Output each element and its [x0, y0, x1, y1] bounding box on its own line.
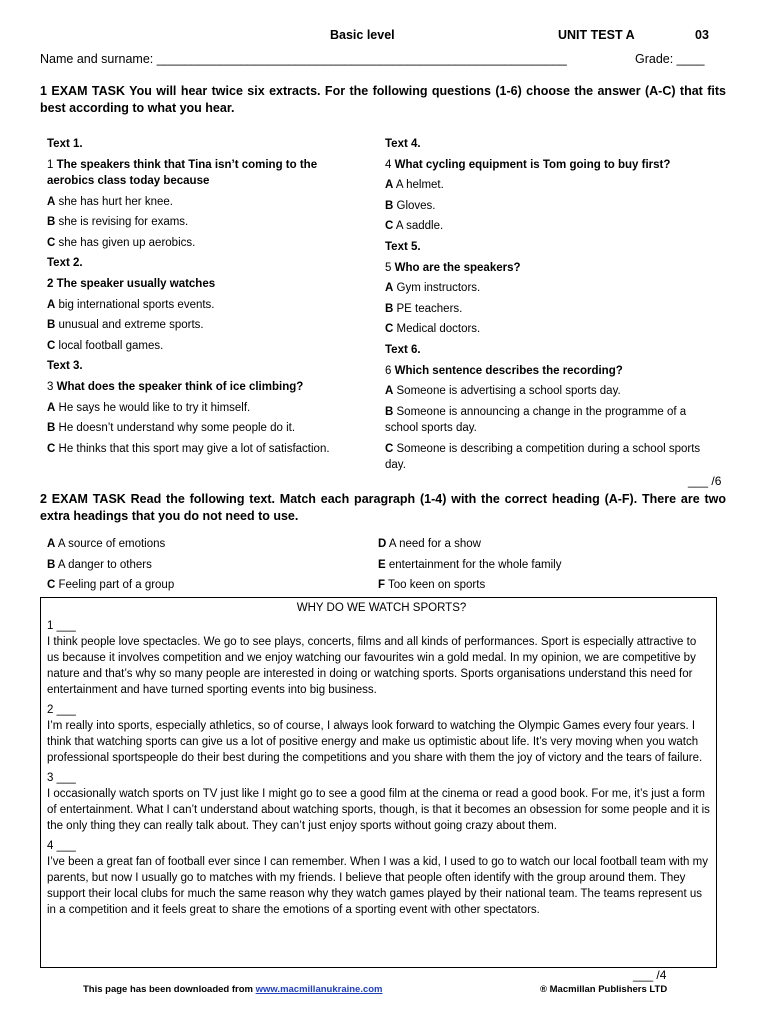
unit-label: UNIT TEST A [558, 28, 635, 42]
reading-text-box [40, 597, 717, 968]
answer-option[interactable]: B Someone is announcing a change in the programme of a school sports day. [385, 405, 687, 434]
heading-option-b: B A danger to others [47, 558, 152, 571]
footer-copyright: ® Macmillan Publishers LTD [540, 984, 668, 995]
page-number: 03 [695, 28, 709, 42]
task1-instruction: 1 EXAM TASK You will hear twice six extracts. For the following questions (1-6) choose the answer (A-C) that fits best according to what you hear. [40, 84, 726, 115]
question-3: 3 What does the speaker think of ice climbing? [47, 380, 304, 393]
heading-option-d: D A need for a show [378, 538, 481, 550]
answer-option[interactable]: C she has given up aerobics. [47, 236, 196, 249]
heading-option-e: E entertainment for the whole family [378, 558, 562, 571]
task1-score[interactable]: ___ /6 [688, 474, 722, 488]
answer-option[interactable]: C A saddle. [385, 220, 444, 233]
answer-option[interactable]: A she has hurt her knee. [47, 195, 173, 208]
answer-option[interactable]: C Someone is describing a competition during a school sports day. [385, 442, 701, 471]
footer-downloaded-text: This page has been downloaded from [83, 984, 256, 995]
heading-option-a: A A source of emotions [47, 538, 166, 550]
text6-label: Text 6. [385, 343, 421, 356]
grade-field[interactable]: Grade: ____ [635, 52, 705, 66]
paragraph-4-answer[interactable]: 4 ___ [47, 840, 76, 852]
answer-option[interactable]: B He doesn’t understand why some people do it. [47, 422, 296, 435]
question-number: 1 [47, 158, 54, 171]
text3-label: Text 3. [47, 360, 83, 373]
question-4: 4 What cycling equipment is Tom going to buy first? [385, 158, 671, 171]
headings-left [47, 534, 174, 596]
task2-instruction: 2 EXAM TASK Read the following text. Match each paragraph (1-4) with the correct heading (A-F). There are two extra headings that you do not need to use. [40, 492, 726, 523]
headings-right [378, 534, 561, 596]
level-label: Basic level [330, 28, 395, 42]
paragraph-4: I’ve been a great fan of football ever since I can remember. When I was a kid, I used to go to watch our local football team with my parents, but now I usually go to matches with my friends. I believe that people often identify with the group around them. They support their local clubs for much the same reason why they watch games played by their national team. The teams represent us in a competition and it feels great to share the emotions of a sporting event with other spectators. [47, 856, 708, 916]
answer-option[interactable]: B Gloves. [385, 199, 436, 212]
answer-option[interactable]: B PE teachers. [385, 302, 463, 315]
question-6: 6 Which sentence describes the recording? [385, 364, 623, 377]
paragraph-2: I’m really into sports, especially athletics, so of course, I always look forward to watching the Olympic Games every four years. I think that watching sports can give us a lot of positive energy and make us optimistic about life. It’s very moving when you watch professional sportspeople do their best during the competitions and you share with them the joy of victory and the tears of failure. [47, 720, 703, 764]
heading-option-c: C Feeling part of a group [47, 579, 175, 592]
question-1 [47, 155, 362, 192]
answer-option[interactable]: A Gym instructors. [385, 282, 481, 295]
task2-score[interactable]: ___ /4 [633, 968, 667, 982]
answer-option[interactable]: C Medical doctors. [385, 323, 481, 336]
question-2: 2 The speaker usually watches [47, 277, 216, 290]
footer-link[interactable]: www.macmillanukraine.com [255, 984, 383, 995]
name-field[interactable]: Name and surname: ___________________________________________________________ [40, 52, 567, 66]
answer-option[interactable]: C local football games. [47, 339, 164, 352]
heading-option-f: F Too keen on sports [378, 579, 486, 592]
answer-option[interactable]: B unusual and extreme sports. [47, 319, 204, 332]
reading-title: WHY DO WE WATCH SPORTS? [296, 602, 467, 614]
answer-option[interactable]: A Someone is advertising a school sports day. [385, 385, 621, 398]
text1-label: Text 1. [47, 138, 83, 150]
paragraph-1-answer[interactable]: 1 ___ [47, 620, 76, 632]
paragraph-3: I occasionally watch sports on TV just like I might go to see a good film at the cinema or read a good book. For me, it’s just a form of entertainment. What I can’t understand about watching sports, though, is that it becomes an obsession for some people and it is the only thing they can really talk about. They can’t just enjoy sports without going crazy about them. [47, 788, 710, 832]
text2-label: Text 2. [47, 257, 83, 270]
footer-source [83, 984, 383, 995]
paragraph-3-answer[interactable]: 3 ___ [47, 772, 76, 784]
answer-option[interactable]: A big international sports events. [47, 298, 215, 311]
text4-label: Text 4. [385, 138, 421, 150]
paragraph-2-answer[interactable]: 2 ___ [47, 704, 76, 716]
task1-left-column [47, 134, 362, 459]
question-5: 5 Who are the speakers? [385, 261, 521, 274]
answer-option[interactable]: B she is revising for exams. [47, 216, 189, 229]
answer-option[interactable]: A A helmet. [385, 179, 444, 192]
answer-option[interactable]: C He thinks that this sport may give a lot of satisfaction. [47, 442, 330, 455]
task1-right-column [385, 134, 715, 476]
text5-label: Text 5. [385, 240, 421, 253]
question-text: The speakers think that Tina isn’t coming to the aerobics class today because [47, 158, 318, 187]
answer-option[interactable]: A He says he would like to try it himself. [47, 401, 251, 414]
paragraph-1: I think people love spectacles. We go to see plays, concerts, films and all kinds of performances. Sport is especially attractive to us because it involves competition and we enjoy watching our favourites win a gold medal. In my opinion, we are competitive by nature and that’s why so many people are interested in doing or watching sports. Sports organisations understand this need for entertainment and have turned sporting events into big business. [47, 636, 697, 696]
